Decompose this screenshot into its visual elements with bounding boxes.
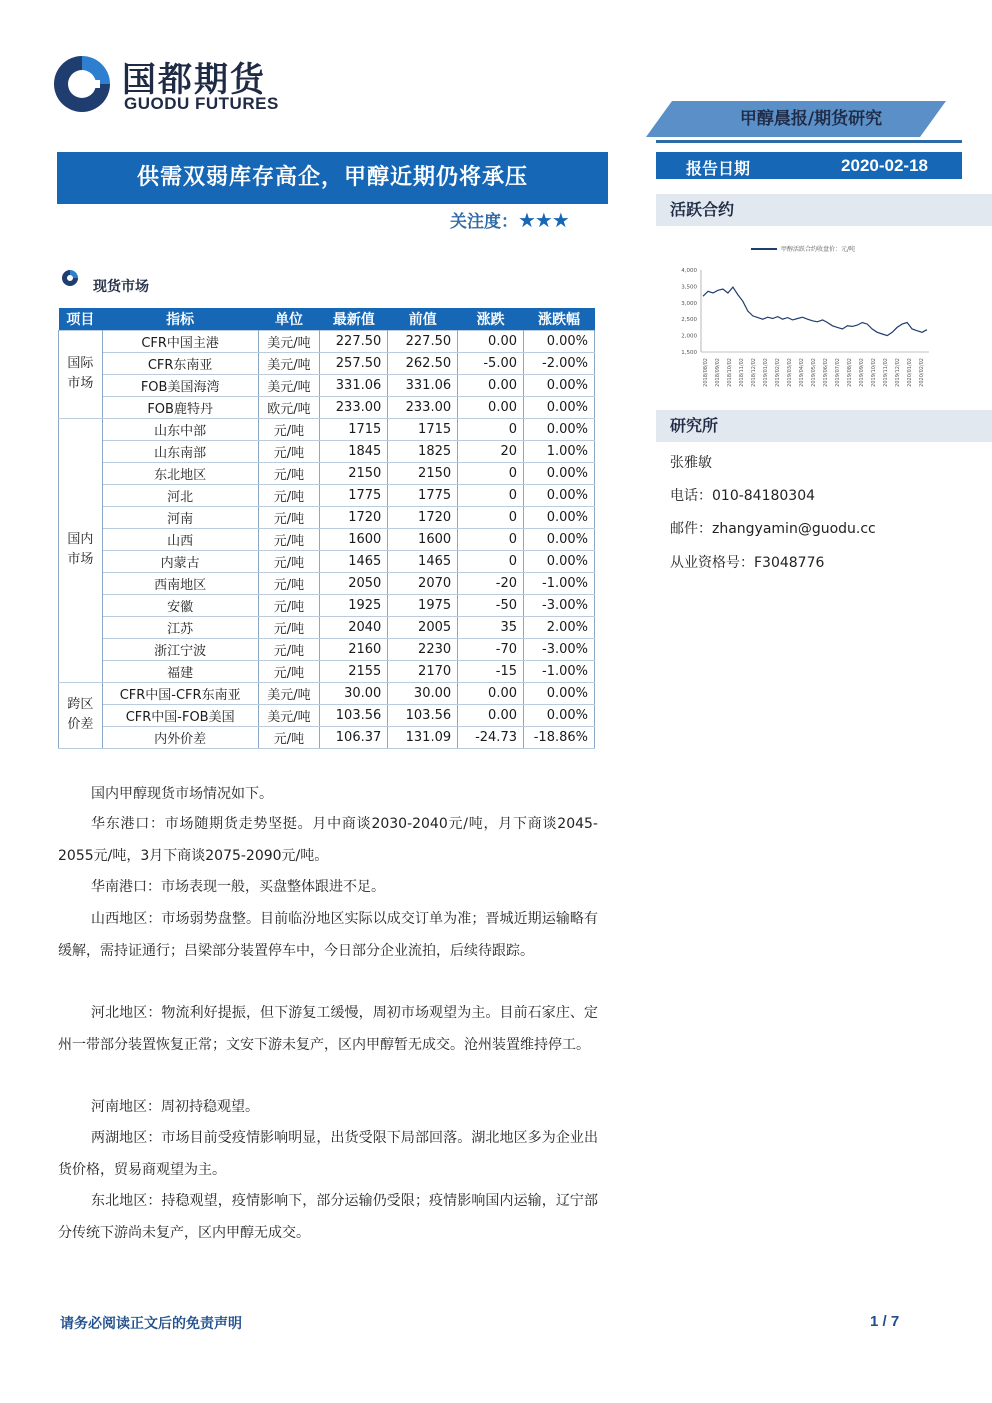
paragraph: 两湖地区：市场目前受疫情影响明显，出货受限下局部回落。湖北地区多为企业出货价格，贸易商观望为主。 (58, 1130, 598, 1178)
table-cell: 安徽 (102, 594, 258, 616)
table-cell: 元/吨 (258, 726, 320, 748)
table-cell: CFR中国-FOB美国 (102, 704, 258, 726)
table-cell: 山东中部 (102, 418, 258, 440)
table-cell: 1845 (320, 440, 388, 462)
table-row (59, 660, 595, 682)
x-tick-label: 2019/06/02 (823, 358, 829, 387)
active-contract-chart (665, 240, 940, 400)
star-icon: ★★★ (518, 208, 569, 232)
table-cell: FOB美国海湾 (102, 374, 258, 396)
analyst-name: 张雅敏 (670, 455, 712, 471)
table-cell: 0.00% (524, 682, 595, 704)
table-cell: 元/吨 (258, 440, 320, 462)
x-tick-label: 2019/08/02 (847, 358, 853, 387)
table-cell: 1720 (388, 506, 458, 528)
report-date-label: 报告日期 (686, 159, 751, 178)
table-row (59, 638, 595, 660)
series-line (703, 287, 927, 336)
table-cell: 0.00% (524, 396, 595, 418)
table-cell: 2.00% (524, 616, 595, 638)
table-cell: 美元/吨 (258, 374, 320, 396)
table-cell: 内蒙古 (102, 550, 258, 572)
x-tick-label: 2019/07/02 (835, 358, 841, 387)
table-row (59, 506, 595, 528)
table-row (59, 440, 595, 462)
col-header: 涨跌 (458, 308, 524, 330)
table-cell: 元/吨 (258, 616, 320, 638)
x-tick-label: 2018/11/02 (739, 358, 745, 387)
table-cell: 元/吨 (258, 660, 320, 682)
y-tick-label: 2,000 (681, 333, 697, 340)
table-cell: 0 (458, 528, 524, 550)
table-cell: 331.06 (388, 374, 458, 396)
report-date-value: 2020-02-18 (841, 156, 928, 175)
x-tick-label: 2018/09/02 (715, 358, 721, 387)
y-tick-label: 1,500 (681, 350, 697, 356)
table-cell: -50 (458, 594, 524, 616)
y-tick-label: 4,000 (681, 268, 697, 274)
table-cell: 元/吨 (258, 528, 320, 550)
table-cell: 1465 (388, 550, 458, 572)
disclaimer-link[interactable]: 请务必阅读正文后的免责声明 (60, 1316, 242, 1332)
table-row (59, 418, 595, 440)
col-header: 涨跌幅 (524, 308, 595, 330)
table-row (59, 462, 595, 484)
table-cell: 0.00% (524, 704, 595, 726)
table-cell: 浙江宁波 (102, 638, 258, 660)
table-cell: 0 (458, 418, 524, 440)
table-cell: FOB鹿特丹 (102, 396, 258, 418)
table-cell: 2155 (320, 660, 388, 682)
attention-rating (450, 207, 569, 232)
analyst-cert: 从业资格号：F3048776 (670, 555, 825, 571)
banner-text: 甲醇晨报/期货研究 (739, 109, 883, 129)
chart-svg (665, 240, 940, 400)
table-cell: -15 (458, 660, 524, 682)
table-cell: -1.00% (524, 572, 595, 594)
table-cell: 1.00% (524, 440, 595, 462)
table-cell: 35 (458, 616, 524, 638)
title-box (57, 152, 608, 204)
table-cell: 1600 (320, 528, 388, 550)
x-tick-label: 2019/02/02 (775, 358, 781, 387)
table-row (59, 330, 595, 352)
paragraph: 东北地区：持稳观望，疫情影响下，部分运输仍受限；疫情影响国内运输，辽宁部分传统下游尚未复产，区内甲醇无成交。 (58, 1193, 598, 1241)
table-cell: 东北地区 (102, 462, 258, 484)
x-tick-label: 2019/04/02 (799, 358, 805, 387)
table-row (59, 616, 595, 638)
table-cell: 山东南部 (102, 440, 258, 462)
table-cell: 河北 (102, 484, 258, 506)
table-cell: -2.00% (524, 352, 595, 374)
guodu-logo-icon (52, 54, 112, 114)
paragraph: 河南地区：周初持稳观望。 (91, 1099, 259, 1115)
table-cell: 30.00 (388, 682, 458, 704)
table-cell: 0 (458, 462, 524, 484)
legend-label: 甲醇活跃合约收盘价：元/吨 (781, 246, 856, 253)
table-cell: 0.00% (524, 550, 595, 572)
table-cell: 元/吨 (258, 550, 320, 572)
table-cell: -3.00% (524, 594, 595, 616)
table-cell: 30.00 (320, 682, 388, 704)
table-cell: 0.00% (524, 374, 595, 396)
table-body (59, 330, 595, 748)
table-cell: 0.00% (524, 418, 595, 440)
table-cell: 2160 (320, 638, 388, 660)
table-cell: 131.09 (388, 726, 458, 748)
report-type-banner (646, 101, 946, 137)
table-cell: 227.50 (388, 330, 458, 352)
table-cell: 1925 (320, 594, 388, 616)
table-cell: 0.00 (458, 330, 524, 352)
table-cell: 0.00% (524, 506, 595, 528)
table-cell: -5.00 (458, 352, 524, 374)
table-cell: 103.56 (388, 704, 458, 726)
x-tick-label: 2019/11/02 (883, 358, 889, 387)
table-cell: 元/吨 (258, 484, 320, 506)
table-cell: -3.00% (524, 638, 595, 660)
table-cell: 0.00 (458, 682, 524, 704)
table-row (59, 484, 595, 506)
table-cell: 1775 (320, 484, 388, 506)
table-cell: 元/吨 (258, 638, 320, 660)
paragraph: 华东港口：市场随期货走势坚挺。月中商谈2030-2040元/吨，月下商谈2045-2055元/吨，3月下商谈2075-2090元/吨。 (58, 816, 598, 864)
paragraph: 河北地区：物流利好提振，但下游复工缓慢，周初市场观望为主。目前石家庄、定州一带部分装置恢复正常；文安下游未复产，区内甲醇暂无成交。沧州装置维持停工。 (58, 1005, 598, 1053)
table-cell: CFR东南亚 (102, 352, 258, 374)
col-header: 项目 (59, 308, 103, 330)
table-cell: 美元/吨 (258, 352, 320, 374)
table-cell: 2230 (388, 638, 458, 660)
analyst-email: 邮件：zhangyamin@guodu.cc (670, 521, 876, 537)
table-cell: 美元/吨 (258, 682, 320, 704)
table-cell: 山西 (102, 528, 258, 550)
col-header: 前值 (388, 308, 458, 330)
table-cell: 257.50 (320, 352, 388, 374)
analyst-phone: 电话：010-84180304 (670, 488, 816, 504)
x-tick-label: 2019/12/02 (895, 358, 901, 387)
col-header: 指标 (102, 308, 258, 330)
table-cell: -70 (458, 638, 524, 660)
table-cell: CFR中国主港 (102, 330, 258, 352)
table-cell: 0.00% (524, 484, 595, 506)
table-cell: 河南 (102, 506, 258, 528)
table-cell: 元/吨 (258, 572, 320, 594)
paragraph: 山西地区：市场弱势盘整。目前临汾地区实际以成交订单为准；晋城近期运输略有缓解，需持证通行；吕梁部分装置停车中，今日部分企业流拍，后续待跟踪。 (58, 911, 598, 959)
table-cell: 2170 (388, 660, 458, 682)
x-tick-label: 2019/01/02 (763, 358, 769, 387)
y-tick-label: 3,500 (681, 284, 697, 291)
table-cell: 1720 (320, 506, 388, 528)
attention-label: 关注度： (450, 212, 518, 232)
x-tick-label: 2018/08/02 (703, 358, 709, 387)
x-tick-label: 2020/01/02 (907, 358, 913, 387)
table-header-row (59, 308, 595, 330)
report-title: 供需双弱库存高企，甲醇近期仍将承压 (136, 165, 528, 190)
table-cell: 0 (458, 550, 524, 572)
table-cell: 1715 (388, 418, 458, 440)
table-cell: 106.37 (320, 726, 388, 748)
brand-name-cn: 国都期货 (122, 60, 266, 100)
table-cell: 0.00% (524, 528, 595, 550)
table-row (59, 704, 595, 726)
table-cell: 331.06 (320, 374, 388, 396)
spot-price-table (58, 308, 595, 749)
banner-rule (656, 140, 962, 143)
table-cell: 2050 (320, 572, 388, 594)
table-cell: 1600 (388, 528, 458, 550)
table-cell: 2150 (320, 462, 388, 484)
table-cell: 262.50 (388, 352, 458, 374)
table-cell: 1825 (388, 440, 458, 462)
page-number: 1 / 7 (870, 1313, 900, 1330)
table-row (59, 594, 595, 616)
section-icon (60, 269, 80, 287)
table-row (59, 374, 595, 396)
table-cell: -18.86% (524, 726, 595, 748)
table-cell: 0.00 (458, 396, 524, 418)
paragraph: 国内甲醇现货市场情况如下。 (91, 786, 273, 802)
table-cell: 美元/吨 (258, 704, 320, 726)
table-cell: 西南地区 (102, 572, 258, 594)
table-row (59, 352, 595, 374)
table-cell: 20 (458, 440, 524, 462)
table-cell: 欧元/吨 (258, 396, 320, 418)
table-cell: 福建 (102, 660, 258, 682)
table-cell: 2005 (388, 616, 458, 638)
y-tick-label: 3,000 (681, 300, 697, 307)
col-header: 单位 (258, 308, 320, 330)
table-cell: 元/吨 (258, 594, 320, 616)
x-tick-label: 2019/03/02 (787, 358, 793, 387)
table-cell: -1.00% (524, 660, 595, 682)
table-cell: 233.00 (320, 396, 388, 418)
table-row (59, 726, 595, 748)
table-cell: -20 (458, 572, 524, 594)
table-cell: 103.56 (320, 704, 388, 726)
table-cell: 227.50 (320, 330, 388, 352)
table-cell: 1465 (320, 550, 388, 572)
group-label: 跨区 价差 (59, 682, 103, 748)
table-cell: 元/吨 (258, 418, 320, 440)
table-row (59, 396, 595, 418)
x-tick-label: 2018/12/02 (751, 358, 757, 387)
brand-logo (52, 50, 292, 120)
table-cell: 0 (458, 506, 524, 528)
table-cell: 2040 (320, 616, 388, 638)
table-row (59, 572, 595, 594)
table-cell: 0.00 (458, 374, 524, 396)
y-tick-label: 2,500 (681, 317, 697, 324)
group-label: 国际 市场 (59, 330, 103, 418)
report-date-box (656, 152, 962, 179)
x-tick-label: 2018/10/02 (727, 358, 733, 387)
x-tick-label: 2019/09/02 (859, 358, 865, 387)
table-cell: 2070 (388, 572, 458, 594)
section-title-spot: 现货市场 (93, 279, 149, 295)
brand-name-en: GUODU FUTURES (124, 94, 279, 113)
table-cell: 1715 (320, 418, 388, 440)
paragraph: 华南港口：市场表现一般，买盘整体跟进不足。 (91, 879, 385, 895)
table-cell: 233.00 (388, 396, 458, 418)
x-tick-label: 2019/05/02 (811, 358, 817, 387)
table-cell: 0.00 (458, 704, 524, 726)
table-cell: 美元/吨 (258, 330, 320, 352)
table-cell: 0.00% (524, 462, 595, 484)
group-label: 国内 市场 (59, 418, 103, 682)
table-cell: CFR中国-CFR东南亚 (102, 682, 258, 704)
research-heading: 研究所 (656, 410, 992, 442)
table-cell: -24.73 (458, 726, 524, 748)
col-header: 最新值 (320, 308, 388, 330)
table-cell: 0 (458, 484, 524, 506)
table-row (59, 682, 595, 704)
table-cell: 江苏 (102, 616, 258, 638)
table-cell: 2150 (388, 462, 458, 484)
table-cell: 1775 (388, 484, 458, 506)
table-cell: 元/吨 (258, 506, 320, 528)
table-cell: 1975 (388, 594, 458, 616)
table-row (59, 550, 595, 572)
x-tick-label: 2020/02/02 (919, 358, 925, 387)
table-cell: 0.00% (524, 330, 595, 352)
table-row (59, 528, 595, 550)
table-cell: 元/吨 (258, 462, 320, 484)
active-contract-heading: 活跃合约 (656, 194, 992, 226)
table-cell: 内外价差 (102, 726, 258, 748)
x-tick-label: 2019/10/02 (871, 358, 877, 387)
